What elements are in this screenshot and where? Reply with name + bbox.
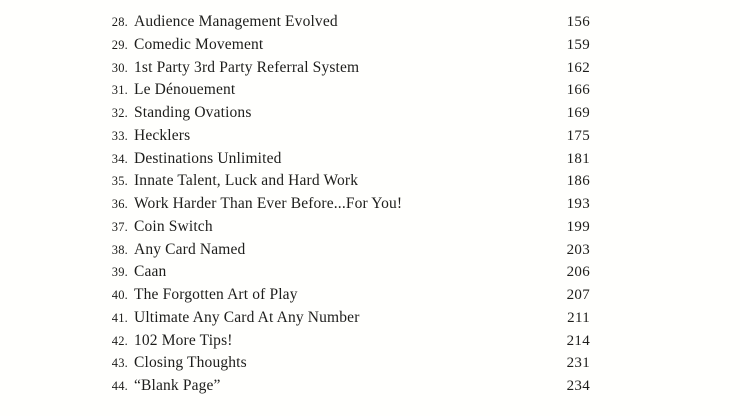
chapter-number: 35.: [111, 174, 128, 189]
toc-entry: [100, 127, 590, 150]
page-number: 231: [566, 355, 590, 372]
chapter-title: Closing Thoughts: [134, 354, 247, 372]
chapter-number: 41.: [111, 310, 128, 325]
chapter-number: 30.: [111, 60, 128, 75]
toc-entry: [100, 286, 590, 309]
chapter-number: 34.: [111, 151, 128, 166]
chapter-title: Coin Switch: [134, 217, 213, 235]
chapter-title: Standing Ovations: [134, 104, 252, 121]
chapter-number: 28.: [111, 15, 128, 29]
page-number: 159: [566, 36, 590, 53]
chapter-title: Work Harder Than Ever Before...For You!: [134, 195, 403, 212]
chapter-title: 1st Party 3rd Party Referral System: [134, 58, 360, 76]
toc-entry: [100, 13, 590, 36]
chapter-number: 33.: [111, 128, 128, 143]
chapter-number: 31.: [111, 83, 128, 98]
chapter-title: Ultimate Any Card At Any Number: [134, 308, 360, 326]
toc-entry: [100, 377, 590, 400]
toc-entry: [100, 354, 590, 377]
toc-entry: [100, 309, 590, 332]
chapter-title: Hecklers: [134, 126, 191, 144]
toc-entry: [100, 59, 590, 82]
page-number: 186: [566, 173, 590, 190]
toc-entry: [100, 172, 590, 195]
page-number: 203: [566, 241, 590, 258]
chapter-title: Any Card Named: [134, 240, 246, 258]
chapter-title: Audience Management Evolved: [134, 13, 338, 30]
page-number: 234: [566, 378, 590, 394]
chapter-number: 32.: [111, 106, 128, 120]
chapter-number: 36.: [111, 197, 128, 211]
chapter-number: 42.: [111, 333, 128, 348]
toc-entry: [100, 195, 590, 218]
chapter-title: Destinations Unlimited: [134, 149, 282, 167]
chapter-title: The Forgotten Art of Play: [134, 286, 298, 303]
page-number: 207: [566, 287, 590, 303]
chapter-number: 44.: [111, 379, 128, 393]
chapter-number: 38.: [111, 242, 128, 257]
chapter-title: Comedic Movement: [134, 35, 264, 53]
chapter-title: Innate Talent, Luck and Hard Work: [134, 172, 359, 190]
chapter-number: 43.: [111, 356, 128, 371]
page-number: 211: [567, 309, 590, 326]
chapter-number: 40.: [111, 288, 128, 302]
chapter-title: Le Dénouement: [134, 81, 236, 99]
toc-entry: [100, 332, 590, 355]
toc-entry: [100, 218, 590, 241]
page-number: 181: [566, 150, 590, 167]
chapter-number: 37.: [111, 219, 128, 234]
page-number: 156: [566, 14, 590, 30]
chapter-number: 39.: [111, 265, 128, 280]
page-number: 193: [566, 196, 590, 212]
table-of-contents: [100, 13, 590, 400]
page-number: 166: [566, 82, 590, 99]
toc-entry: [100, 104, 590, 127]
chapter-title: Caan: [134, 263, 167, 281]
toc-entry: [100, 81, 590, 104]
chapter-number: 29.: [111, 37, 128, 52]
toc-entry: [100, 36, 590, 59]
toc-entry: [100, 150, 590, 173]
page-number: 162: [566, 59, 590, 76]
page-number: 169: [566, 105, 590, 121]
toc-entry: [100, 263, 590, 286]
page-number: 206: [566, 264, 590, 281]
chapter-title: 102 More Tips!: [134, 331, 233, 349]
page-number: 175: [566, 127, 590, 144]
chapter-title: “Blank Page”: [134, 377, 221, 394]
page-number: 214: [566, 332, 590, 349]
toc-entry: [100, 241, 590, 264]
page-number: 199: [566, 218, 590, 235]
